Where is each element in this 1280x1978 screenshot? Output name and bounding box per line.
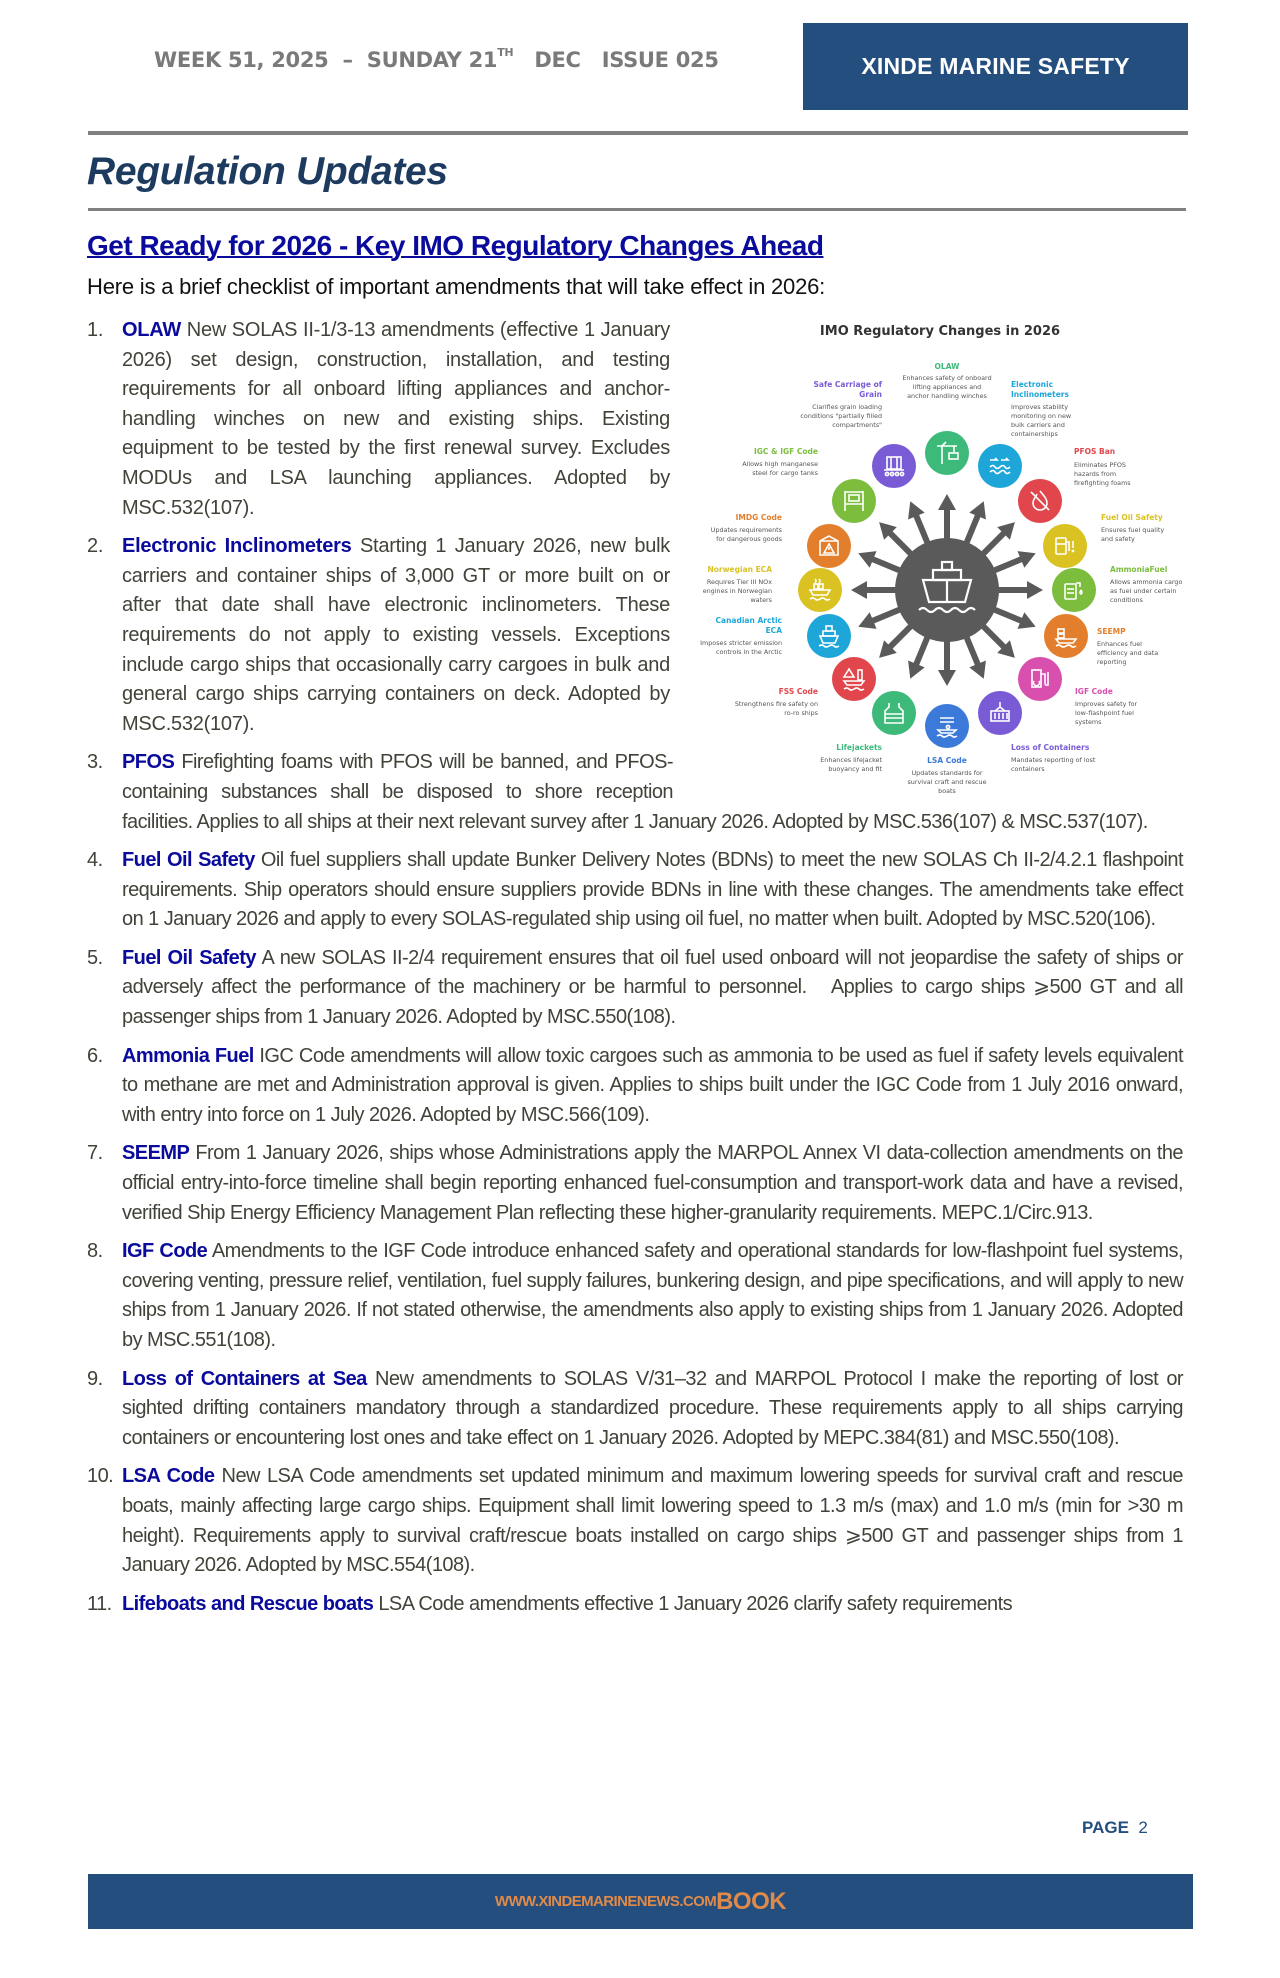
- node-desc-seemp: Enhances fuel efficiency and data reporting: [1097, 640, 1159, 666]
- node-label-norwegian-eca: Norwegian ECA: [707, 565, 772, 574]
- list-item: [87, 1365, 1183, 1454]
- node-desc-imdg: Updates requirements for dangerous goods: [710, 526, 782, 543]
- footer-website-link[interactable]: WWW.XINDEMARINENEWS.COM: [494, 1893, 717, 1910]
- node-desc-norwegian-eca: Requires Tier III NOx engines in Norwegian waters: [702, 578, 772, 604]
- item-lead: LSA Code: [122, 1465, 215, 1488]
- node-label-imdg: IMDG Code: [735, 513, 782, 522]
- node-desc-inclinometers: Improves stability monitoring on new bulk carriers and containerships: [1011, 403, 1072, 438]
- infographic-float-spacer: [673, 748, 1183, 806]
- node-label-grain: Safe Carriage of Grain: [813, 380, 882, 399]
- node-label-seemp: SEEMP: [1097, 627, 1126, 636]
- node-desc-igf: Improves safety for low-flashpoint fuel systems: [1075, 700, 1138, 726]
- item-text: LSA Code amendments effective 1 January 2026 clarify safety requirements: [373, 1592, 1013, 1615]
- issue-date-line: [154, 48, 719, 72]
- list-item: [87, 846, 1183, 935]
- section-divider: [88, 208, 1186, 211]
- item-text: Oil fuel suppliers shall update Bunker Delivery Notes (BDNs) to meet the new SOLAS Ch II-2/4.2.1 flashpoint requirements. Ship operators should ensure suppliers provide BDNs in line with these changes. The amendments take effect on 1 January 2026 and apply to every SOLAS-regulated ship using oil fuel, no matter when built. Adopted by MSC.520(106).: [122, 849, 1183, 931]
- article-title-link[interactable]: Get Ready for 2026 - Key IMO Regulatory Changes Ahead: [87, 230, 824, 261]
- node-desc-grain: Clarifies grain loading conditions "partially filled compartments": [800, 403, 882, 429]
- item-lead: Loss of Containers at Sea: [122, 1367, 367, 1390]
- node-desc-ammonia: Allows ammonia cargo as fuel under certain conditions: [1110, 578, 1183, 604]
- brand-name: XINDE MARINE SAFETY: [861, 53, 1130, 79]
- node-label-lifejackets: Lifejackets: [836, 743, 882, 752]
- item-text: A new SOLAS II-2/4 requirement ensures that oil fuel used onboard will not jeopardise the safety of ships or adversely affect the performance of the machinery or be harmful to personnel. Applies to cargo ships ⩾500 GT and all passenger ships from 1 January 2026. Adopted by MSC.550(108).: [122, 946, 1189, 1029]
- amendments-list: [87, 316, 1189, 1628]
- list-item: [87, 1462, 1183, 1580]
- article-intro: Here is a brief checklist of important amendments that will take effect in 2026:: [87, 274, 826, 299]
- list-item: [87, 748, 1183, 837]
- node-desc-pfos: Eliminates PFOS hazards from firefighting foams: [1074, 461, 1131, 487]
- item-lead: SEEMP: [122, 1142, 190, 1165]
- item-lead: Fuel Oil Safety: [122, 849, 255, 872]
- node-desc-canadian-eca: Imposes stricter emission controls in the Arctic: [700, 639, 782, 656]
- node-label-olaw: OLAW: [934, 362, 960, 371]
- item-lead: OLAW: [122, 319, 181, 341]
- node-label-fss: FSS Code: [778, 687, 818, 696]
- item-number: 6.: [87, 1044, 103, 1067]
- date-superscript: TH: [497, 46, 514, 59]
- list-item: [87, 1237, 1183, 1355]
- item-text: Firefighting foams with PFOS will be banned, and PFOS-containing substances shall be disposed to shore reception facilities. Applies to all ships at their next relevant survey after 1 January 2026. Adopted by MSC.536(107) & MSC.537(107).: [122, 751, 1148, 833]
- item-number: 3.: [87, 751, 103, 774]
- item-lead: Fuel Oil Safety: [122, 946, 256, 969]
- node-label-loss-containers: Loss of Containers: [1011, 743, 1090, 752]
- item-number: 5.: [87, 946, 103, 969]
- infographic-title: IMO Regulatory Changes in 2026: [819, 324, 1061, 339]
- item-text: New LSA Code amendments set updated minimum and maximum lowering speeds for survival craft and rescue boats, mainly affecting large cargo ships. Equipment shall limit lowering speed to 1.3 m/s (max) and 1.0 m/s (min for >30 m height). Requirements apply to survival craft/rescue boats installed on cargo ships ⩾500 GT and passenger ships from 1 January 2026. Adopted by MSC.554(108).: [122, 1465, 1183, 1577]
- section-title: Regulation Updates: [87, 150, 448, 193]
- item-lead: IGF Code: [122, 1240, 208, 1263]
- node-desc-olaw: Enhances safety of onboard lifting appliances and anchor handling winches: [902, 374, 992, 400]
- item-lead: PFOS: [122, 751, 175, 774]
- node-label-lsa: LSA Code: [927, 756, 967, 765]
- item-text: New amendments to SOLAS V/31–32 and MARPOL Protocol I make the reporting of lost or sighted drifting containers mandatory through a standardized procedure. These requirements apply to all ships carrying containers or encountering lost ones and take effect on 1 January 2026. Adopted by MEPC.384(81) and MSC.550(108).: [122, 1367, 1183, 1449]
- node-label-inclinometers: Electronic Inclinometers: [1011, 380, 1069, 399]
- page-number: 2: [1138, 1818, 1148, 1837]
- week-date: WEEK 51, 2025 – SUNDAY 21: [154, 48, 498, 72]
- list-item: [87, 944, 1189, 1033]
- list-item: [87, 316, 670, 523]
- item-number: 10.: [87, 1465, 114, 1488]
- item-lead: Lifeboats and Rescue boats: [122, 1592, 374, 1615]
- item-text: Amendments to the IGF Code introduce enhanced safety and operational standards for low-flashpoint fuel systems, covering venting, pressure relief, ventilation, fuel supply failures, bunkering design, and pipe specifications, and will apply to new ships from 1 January 2026. If not stated otherwise, the amendments also apply to existing ships from 1 January 2026. Adopted by MSC.551(108).: [122, 1240, 1183, 1351]
- item-number: 4.: [87, 849, 103, 872]
- node-label-igc-igf: IGC & IGF Code: [753, 447, 818, 456]
- node-desc-lifejackets: Enhances lifejacket buoyancy and fit: [820, 756, 882, 773]
- item-number: 1.: [87, 319, 104, 341]
- footer-bar: [88, 1874, 1193, 1929]
- item-number: 7.: [87, 1142, 103, 1165]
- header-divider: [88, 131, 1188, 135]
- list-item: [87, 1590, 1183, 1620]
- item-text: Starting 1 January 2026, new bulk carriers and container ships of 3,000 GT or more built on or after that date shall have electronic inclinometers. These requirements do not apply to existing vessels. Exceptions include cargo ships that occasionally carry cargoes in bulk and general cargo ships carrying containers on deck. Adopted by MSC.532(107).: [122, 535, 671, 735]
- page-indicator: [1082, 1818, 1148, 1838]
- node-label-fuel-oil: Fuel Oil Safety: [1101, 513, 1163, 522]
- node-desc-igc-igf: Allows high manganese steel for cargo tanks: [742, 460, 818, 477]
- list-item: [87, 1042, 1183, 1131]
- page-label: PAGE: [1082, 1818, 1129, 1837]
- node-desc-fuel-oil: Ensures fuel quality and safety: [1101, 526, 1165, 543]
- item-text: From 1 January 2026, ships whose Administrations apply the MARPOL Annex VI data-collection amendments on the official entry-into-force timeline shall begin reporting enhanced fuel-consumption and transport-work data and have a revised, verified Ship Energy Efficiency Management Plan reflecting these higher-granularity requirements. MEPC.1/Circ.913.: [122, 1142, 1183, 1224]
- brand-banner: [803, 23, 1188, 110]
- item-lead: Ammonia Fuel: [122, 1044, 254, 1067]
- item-number: 8.: [87, 1240, 103, 1263]
- item-number: 9.: [87, 1367, 103, 1390]
- node-label-canadian-eca: Canadian Arctic ECA: [715, 616, 782, 635]
- item-number: 11.: [87, 1592, 112, 1615]
- node-desc-loss-containers: Mandates reporting of lost containers: [1011, 756, 1096, 773]
- item-number: 2.: [87, 535, 104, 558]
- issue-number: DEC ISSUE 025: [513, 48, 719, 72]
- list-item: [87, 532, 670, 739]
- item-text: New SOLAS II-1/3-13 amendments (effective 1 January 2026) set design, construction, installation, and testing requirements for all onboard lifting appliances and anchor-handling winches on new and existing ships. Existing equipment to be tested by the first renewal survey. Excludes MODUs and LSA launching appliances. Adopted by MSC.532(107).: [122, 319, 670, 519]
- node-desc-fss: Strengthens fire safety on ro-ro ships: [734, 700, 818, 717]
- item-lead: Electronic Inclinometers: [122, 535, 352, 558]
- node-label-ammonia: AmmoniaFuel: [1110, 565, 1168, 574]
- node-label-igf: IGF Code: [1075, 687, 1113, 696]
- node-desc-lsa: Updates standards for survival craft and rescue boats: [907, 769, 987, 795]
- item-text: IGC Code amendments will allow toxic cargoes such as ammonia to be used as fuel if safety levels equivalent to methane are met and Administration approval is given. Applies to ships built under the IGC Code from 1 July 2016 onward, with entry into force on 1 July 2026. Adopted by MSC.566(109).: [122, 1044, 1183, 1126]
- list-item: [87, 1139, 1183, 1228]
- footer-book-label: BOOK: [716, 1887, 787, 1915]
- node-label-pfos: PFOS Ban: [1074, 447, 1116, 456]
